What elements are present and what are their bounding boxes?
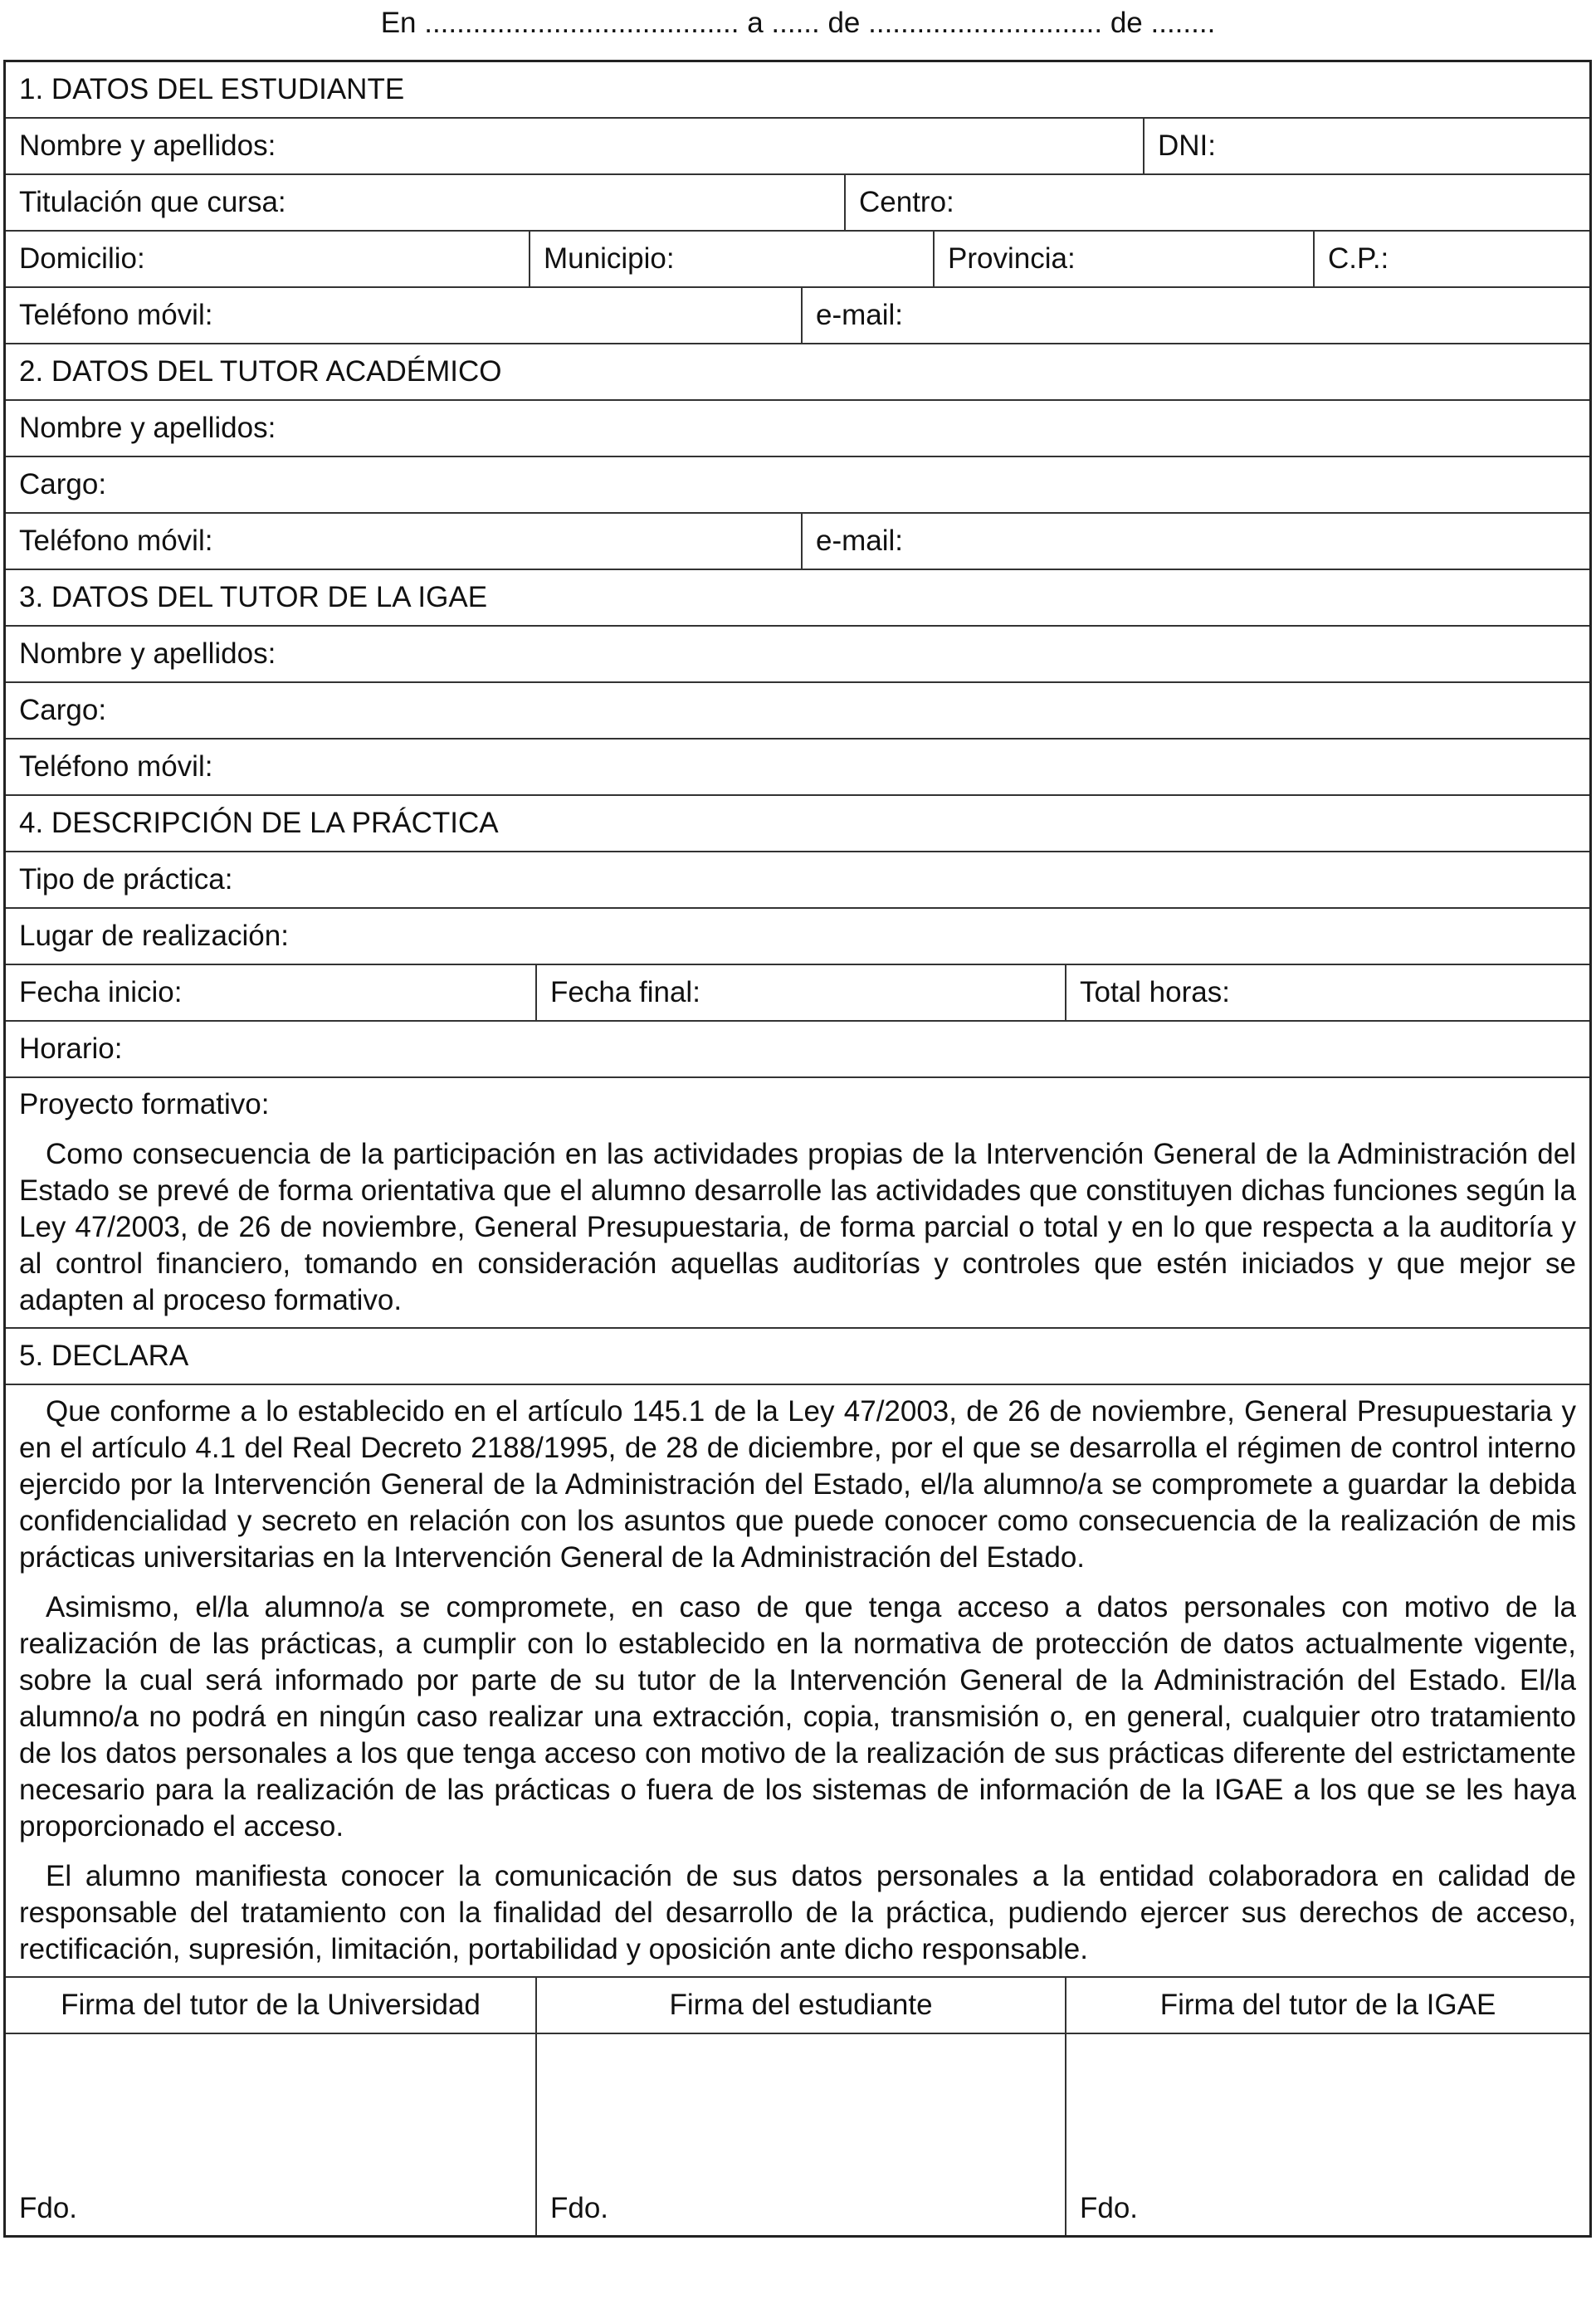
section-internship-header (6, 794, 1589, 851)
section-student-header (6, 62, 1589, 117)
signature-box-student[interactable] (535, 2034, 1065, 2235)
start-date-field[interactable]: Fecha inicio: (19, 976, 183, 1008)
academic-tutor-name-row (6, 399, 1589, 456)
student-degree-field[interactable]: Titulación que cursa: (19, 186, 286, 218)
student-mobile-field[interactable]: Teléfono móvil: (19, 299, 213, 331)
total-hours-field[interactable]: Total horas: (1065, 965, 1589, 1020)
declaration-paragraph: Asimismo, el/la alumno/a se compromete, en caso de que tenga acceso a datos personales con motivo de la realización de las prácticas, a cumplir con lo establecido en la normativa de protección de datos actualmente vigente, sobre la cual será informado por parte de su tutor de la Intervención General de la Administración del Estado. El/la alumno/a no podrá en ningún caso realizar una extracción, copia, transmisión o, en general, cualquier otro tratamiento de los datos personales a los que tenga acceso con motivo de la realización de sus prácticas diferente del estrictamente necesario para la realización de las prácticas o fuera de los sistemas de información de la IGAE a los que se les haya proporcionado el acceso. (19, 1591, 1576, 1843)
signature-body-row (6, 2033, 1589, 2235)
igae-tutor-mobile-row (6, 738, 1589, 794)
igae-tutor-position-field[interactable]: Cargo: (19, 694, 107, 726)
student-name-row (6, 117, 1589, 173)
student-name-field[interactable]: Nombre y apellidos: (19, 129, 276, 162)
student-postal-code-field[interactable]: C.P.: (1313, 232, 1589, 286)
internship-type-field[interactable]: Tipo de práctica: (19, 863, 233, 896)
section-title: 5. DECLARA (19, 1340, 189, 1372)
training-project-text: Como consecuencia de la participación en las actividades propias de la Intervención General de la Administración del Estado se prevé de forma orientativa que el alumno desarrolle las actividades que constituyen dichas funciones según la Ley 47/2003, de 26 de noviembre, General Presupuestaria, de forma parcial o total y en lo que respecta a la auditoría y al control financiero, tomando en consideración aquellas auditorías y controles que estén iniciados y que mejor se adapten al proceso formativo. (19, 1138, 1576, 1316)
declaration-paragraph: El alumno manifiesta conocer la comunicación de sus datos personales a la entidad colaboradora en calidad de responsable del tratamiento con la finalidad del desarrollo de la práctica, pudiendo ejercer sus derechos de acceso, rectificación, supresión, limitación, portabilidad y oposición ante dicho responsable. (19, 1860, 1576, 1965)
signed-by-label: Fdo. (1080, 2192, 1139, 2224)
academic-tutor-position-row (6, 456, 1589, 512)
internship-type-row (6, 851, 1589, 907)
academic-tutor-position-field[interactable]: Cargo: (19, 468, 107, 500)
section-title: 4. DESCRIPCIÓN DE LA PRÁCTICA (19, 807, 499, 839)
student-municipality-field[interactable]: Municipio: (529, 232, 933, 286)
internship-form (3, 60, 1592, 2238)
section-title: 3. DATOS DEL TUTOR DE LA IGAE (19, 581, 488, 613)
declaration-block (6, 1385, 1589, 1976)
signed-by-label: Fdo. (550, 2192, 609, 2224)
signature-header-student: Firma del estudiante (535, 1978, 1065, 2033)
student-address-row (6, 230, 1589, 286)
academic-tutor-name-field[interactable]: Nombre y apellidos: (19, 412, 276, 444)
section-declaration-header (6, 1327, 1589, 1384)
section-title: 2. DATOS DEL TUTOR ACADÉMICO (19, 355, 502, 388)
academic-tutor-email-field[interactable]: e-mail: (801, 514, 1589, 569)
date-line: En ....................................... a ...... de ............................. de ........ (380, 7, 1216, 39)
igae-tutor-name-field[interactable]: Nombre y apellidos: (19, 637, 276, 670)
section-title: 1. DATOS DEL ESTUDIANTE (19, 73, 405, 105)
schedule-field[interactable]: Horario: (19, 1032, 123, 1065)
student-address-field[interactable]: Domicilio: (19, 242, 145, 275)
igae-tutor-position-row (6, 681, 1589, 738)
training-project-block (6, 1078, 1589, 1327)
igae-tutor-mobile-field[interactable]: Teléfono móvil: (19, 750, 213, 783)
student-center-field[interactable]: Centro: (844, 175, 1589, 230)
academic-tutor-mobile-field[interactable]: Teléfono móvil: (19, 525, 213, 557)
student-degree-row (6, 173, 1589, 230)
signature-box-igae-tutor[interactable] (1065, 2034, 1589, 2235)
internship-schedule-row (6, 1020, 1589, 1076)
internship-dates-row (6, 964, 1589, 1020)
signature-header-university-tutor: Firma del tutor de la Universidad (61, 1989, 481, 2021)
student-province-field[interactable]: Provincia: (933, 232, 1313, 286)
student-email-field[interactable]: e-mail: (801, 288, 1589, 343)
section-academic-tutor-header (6, 343, 1589, 399)
declaration-paragraph: Que conforme a lo establecido en el artículo 145.1 de la Ley 47/2003, de 26 de noviembre, General Presupuestaria y en el artículo 4.1 del Real Decreto 2188/1995, de 28 de diciembre, por el que se desarrolla el régimen de control interno ejercido por la Intervención General de la Administración del Estado, el/la alumno/a se compromete a guardar la debida confidencialidad y secreto en relación con los asuntos que puede conocer como consecuencia de la realización de mis prácticas universitarias en la Intervención General de la Administración del Estado. (19, 1395, 1576, 1574)
student-contact-row (6, 286, 1589, 343)
signature-box-university-tutor[interactable] (6, 2034, 535, 2235)
declaration-row (6, 1384, 1589, 1976)
igae-tutor-name-row (6, 625, 1589, 681)
signature-header-row (6, 1976, 1589, 2033)
training-project-row (6, 1076, 1589, 1327)
academic-tutor-contact-row (6, 512, 1589, 569)
training-project-label: Proyecto formativo: (19, 1088, 270, 1120)
signed-by-label: Fdo. (19, 2192, 78, 2224)
end-date-field[interactable]: Fecha final: (535, 965, 1065, 1020)
student-dni-field[interactable]: DNI: (1143, 119, 1589, 173)
internship-location-row (6, 907, 1589, 964)
section-igae-tutor-header (6, 569, 1589, 625)
signature-header-igae-tutor: Firma del tutor de la IGAE (1065, 1978, 1589, 2033)
internship-location-field[interactable]: Lugar de realización: (19, 920, 289, 952)
